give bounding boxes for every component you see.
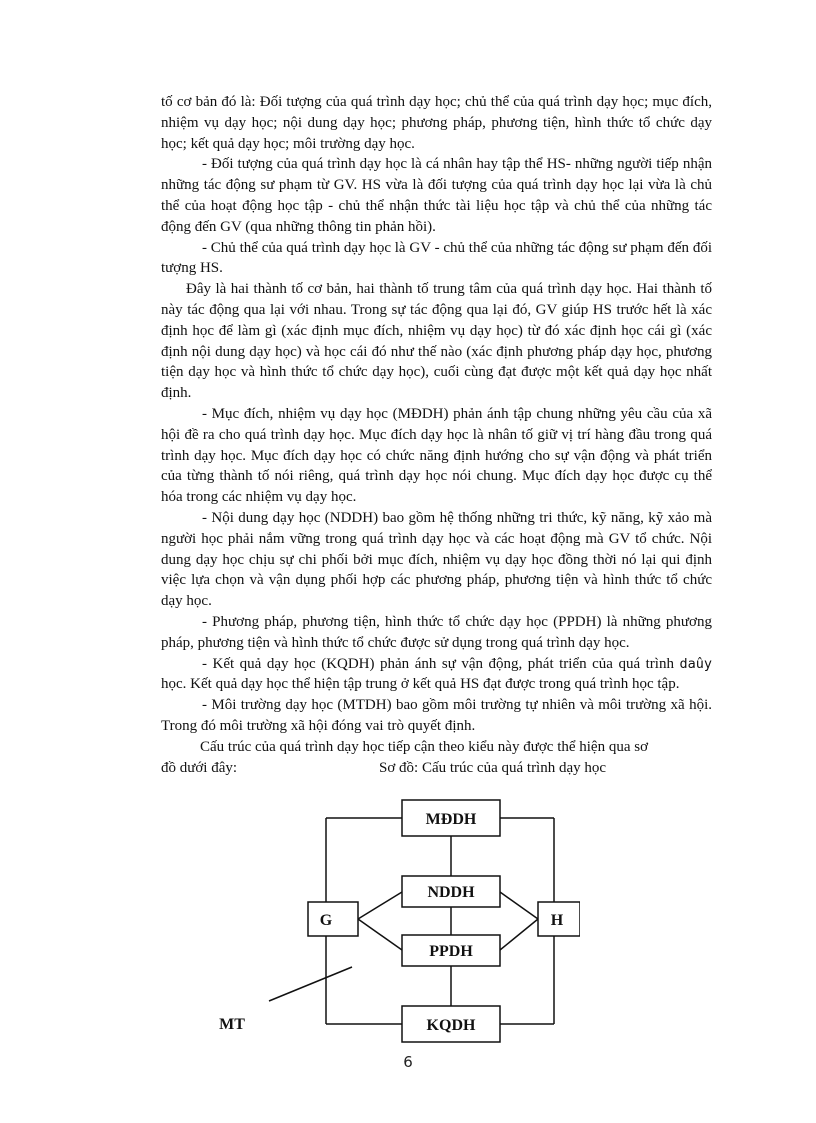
caption-row	[161, 758, 712, 779]
paragraph-2: - Đối tượng của quá trình dạy học là cá nhân hay tập thể HS- những người tiếp nhận những tác động sư phạm từ GV. HS vừa là đối tượng của quá trình dạy học lại vừa là chủ thể của hoạt động học tập - chủ thể nhận thức tài liệu học tập và chủ thể của những tác động đến GV (qua những thông tin phản hồi).	[161, 156, 712, 235]
connector-g-nddh	[358, 892, 402, 919]
label-h: H	[550, 912, 564, 929]
label-mt: MT	[219, 1016, 245, 1033]
paragraph-9: - Môi trường dạy học (MTDH) bao gồm môi trường tự nhiên và môi trường xã hội. Trong đó môi trường xã hội đóng vai trò quyết định.	[161, 697, 712, 734]
label-kqdh: KQDH	[426, 1017, 476, 1034]
paragraph-8	[161, 654, 712, 696]
paragraph-6: - Nội dung dạy học (NDDH) bao gồm hệ thống những tri thức, kỹ năng, kỹ xảo mà người học phải nắm vững trong quá trình dạy học và các hoạt động mà GV tổ chức. Nội dung dạy học chịu sự chi phối bởi mục đích, nhiệm vụ dạy học đồng thời nó lại qui định việc lựa chọn và vận dụng phối hợp các phương pháp, phương tiện và hình thức tổ chức dạy học.	[161, 509, 712, 610]
page-number: 6	[403, 1053, 413, 1071]
mt-pointer-line	[269, 967, 352, 1001]
diagram-caption: Sơ đồ: Cấu trúc của quá trình dạy học	[379, 759, 607, 776]
paragraph-5: - Mục đích, nhiệm vụ dạy học (MĐDH) phản ánh tập chung những yêu cầu của xã hội đề ra cho quá trình dạy học. Mục đích dạy học là nhân tố giữ vị trí hàng đầu trong quá trình dạy học. Mục đích dạy học có chức năng định hướng cho sự vận động và phát triển của từng thành tố nói riêng, quá trình dạy học nói chung. Mục đích dạy học được cụ thể hóa trong các nhiệm vụ dạy học.	[161, 405, 712, 506]
connector-ppdh-h	[500, 919, 538, 950]
connector-nddh-h	[500, 892, 538, 919]
paragraph-8-part-a: - Kết quả dạy học (KQDH) phản ánh sự vận động, phát triển của quá trình	[202, 655, 680, 672]
structure-diagram	[200, 796, 580, 1046]
label-nddh: NDDH	[427, 884, 475, 901]
label-ppdh: PPDH	[429, 943, 473, 960]
box-g	[308, 902, 358, 936]
label-g: G	[319, 912, 333, 929]
caption-intro: đồ dưới đây:	[161, 759, 238, 776]
document-body	[161, 92, 712, 778]
paragraph-3: - Chủ thể của quá trình dạy học là GV - chủ thể của những tác động sư phạm đến đối tượng HS.	[161, 239, 712, 277]
paragraph-1: tố cơ bản đó là: Đối tượng của quá trình dạy học; chủ thể của quá trình dạy học; mục đích, nhiệm vụ dạy học; nội dung dạy học; phương pháp, phương tiện, hình thức tổ chức dạy học; kết quả dạy học; môi trường dạy học.	[161, 94, 712, 152]
paragraph-8-part-c: học. Kết quả dạy học thể hiện tập trung ở kết quả HS đạt được trong quá trình học tập.	[161, 676, 680, 693]
paragraph-10: Cấu trúc của quá trình dạy học tiếp cận theo kiểu này được thể hiện qua sơ	[200, 738, 649, 755]
paragraph-7: - Phương pháp, phương tiện, hình thức tổ chức dạy học (PPDH) là những phương pháp, phương tiện và hình thức tổ chức được sử dụng trong quá trình dạy học.	[161, 613, 712, 651]
connector-g-ppdh	[358, 919, 402, 950]
paragraph-8-garbled-word: daûy	[679, 655, 712, 672]
paragraph-4: Đây là hai thành tố cơ bản, hai thành tố trung tâm của quá trình dạy học. Hai thành tố này tác động qua lại với nhau. Trong sự tác động qua lại đó, GV giúp HS trước hết là xác định học để làm gì (xác định mục đích, nhiệm vụ dạy học) từ đó xác định học cái gì (xác định nội dung dạy học) và học cái đó như thế nào (xác định phương pháp dạy học, phương tiện dạy học và hình thức tổ chức dạy học), cuối cùng đạt được một kết quả dạy học nhất định.	[161, 281, 712, 402]
label-mddh: MĐDH	[425, 811, 477, 828]
